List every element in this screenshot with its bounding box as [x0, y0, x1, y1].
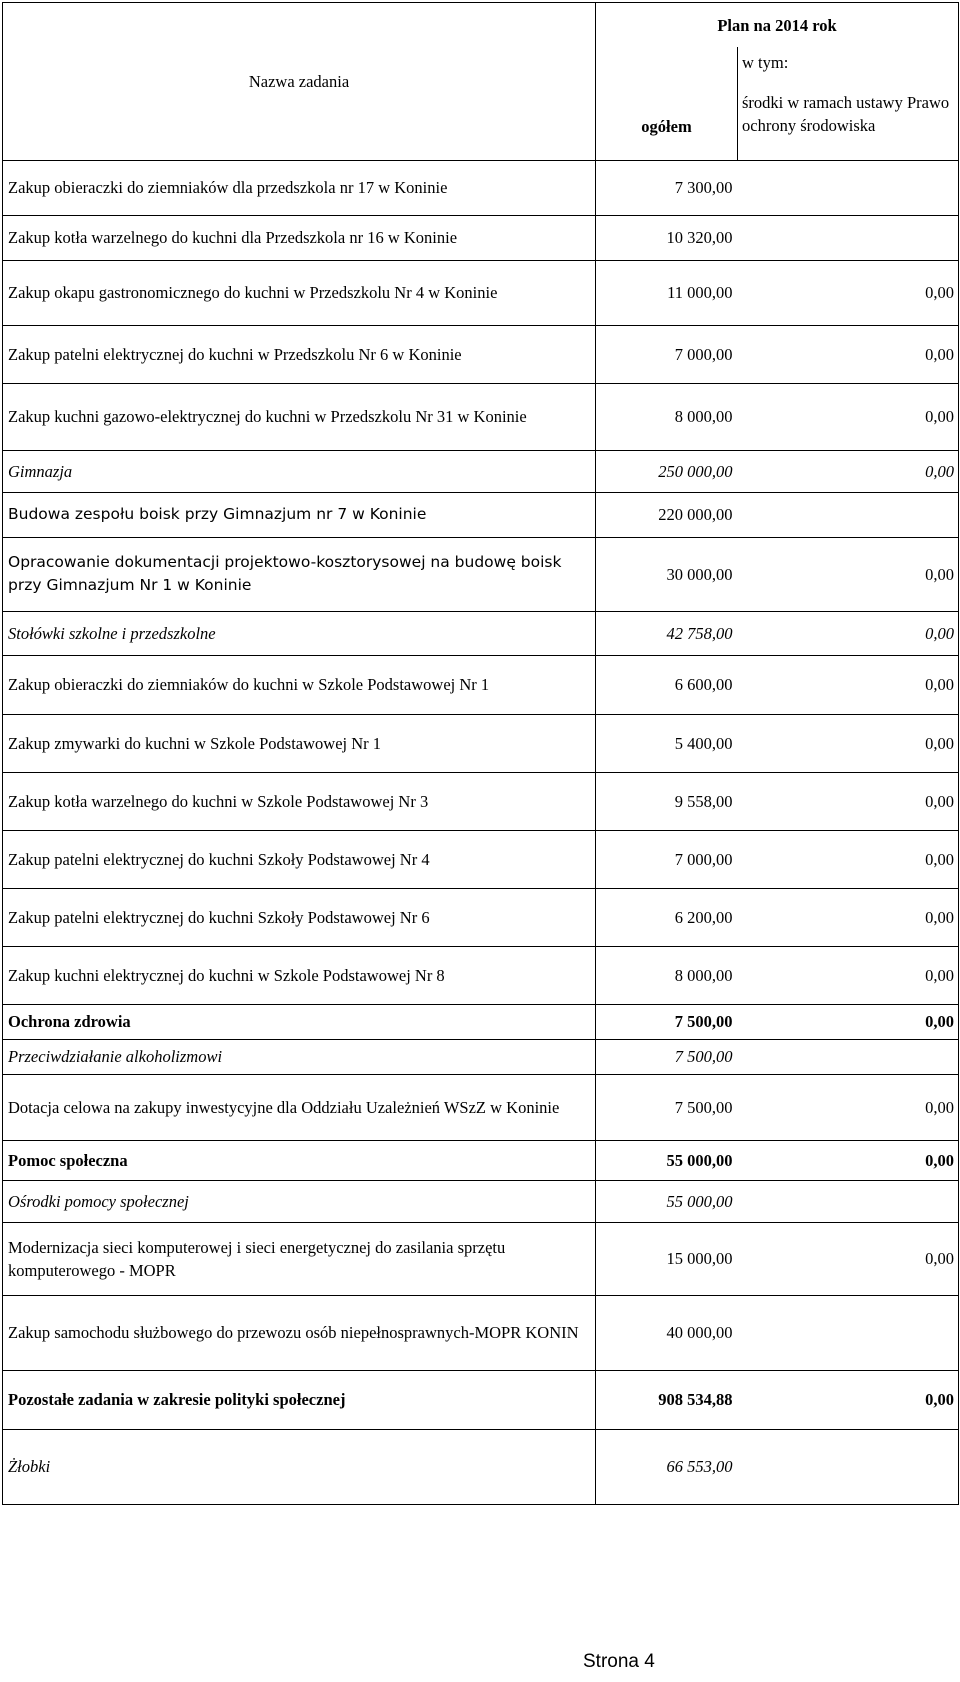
- table-row: [3, 888, 959, 946]
- table-row: [3, 946, 959, 1004]
- task-name: Zakup patelni elektrycznej do kuchni Szkoły Podstawowej Nr 6: [3, 888, 596, 946]
- task-total: 40 000,00: [596, 1295, 738, 1370]
- task-name: Budowa zespołu boisk przy Gimnazjum nr 7 w Koninie: [3, 492, 596, 537]
- section-total: 908 534,88: [596, 1370, 738, 1429]
- table-row-section: [3, 1370, 959, 1429]
- section-name: Ochrona zdrowia: [3, 1004, 596, 1039]
- task-funds: [738, 1295, 959, 1370]
- task-funds: 0,00: [738, 946, 959, 1004]
- table-row: [3, 772, 959, 830]
- task-name: Zakup obieraczki do ziemniaków dla przedszkola nr 17 w Koninie: [3, 160, 596, 215]
- task-total: 6 600,00: [596, 655, 738, 714]
- table-row: [3, 325, 959, 383]
- task-total: 11 000,00: [596, 260, 738, 325]
- section-total: 7 500,00: [596, 1004, 738, 1039]
- task-name: Zakup patelni elektrycznej do kuchni w Przedszkolu Nr 6 w Koninie: [3, 325, 596, 383]
- table-row: [3, 1222, 959, 1295]
- task-name: Zakup patelni elektrycznej do kuchni Szkoły Podstawowej Nr 4: [3, 830, 596, 888]
- task-funds: 0,00: [738, 383, 959, 450]
- table-row: [3, 1295, 959, 1370]
- task-name: Zakup samochodu służbowego do przewozu osób niepełnosprawnych-MOPR KONIN: [3, 1295, 596, 1370]
- task-name: Zakup kotła warzelnego do kuchni w Szkole Podstawowej Nr 3: [3, 772, 596, 830]
- section-total: 7 500,00: [596, 1039, 738, 1074]
- table-row-section: [3, 1429, 959, 1504]
- task-funds: 0,00: [738, 325, 959, 383]
- header-row-1: [3, 3, 959, 48]
- table-row-section: [3, 1039, 959, 1074]
- table-row: [3, 655, 959, 714]
- table-row-section: [3, 450, 959, 492]
- section-funds: 0,00: [738, 1004, 959, 1039]
- column-header-funds: środki w ramach ustawy Prawo ochrony środowiska: [738, 74, 959, 160]
- task-total: 6 200,00: [596, 888, 738, 946]
- section-name: Żłobki: [3, 1429, 596, 1504]
- table-row: [3, 492, 959, 537]
- task-funds: 0,00: [738, 888, 959, 946]
- section-name: Pomoc społeczna: [3, 1140, 596, 1180]
- task-funds: [738, 492, 959, 537]
- task-funds: [738, 215, 959, 260]
- task-total: 30 000,00: [596, 537, 738, 611]
- task-name: Opracowanie dokumentacji projektowo-kosztorysowej na budowę boisk przy Gimnazjum Nr 1 w Koninie: [3, 537, 596, 611]
- section-total: 250 000,00: [596, 450, 738, 492]
- table-row-section: [3, 1140, 959, 1180]
- task-name: Zakup kuchni gazowo-elektrycznej do kuchni w Przedszkolu Nr 31 w Koninie: [3, 383, 596, 450]
- section-funds: 0,00: [738, 1140, 959, 1180]
- task-total: 10 320,00: [596, 215, 738, 260]
- table-row-section: [3, 1004, 959, 1039]
- task-total: 15 000,00: [596, 1222, 738, 1295]
- section-funds: 0,00: [738, 450, 959, 492]
- table-row: [3, 714, 959, 772]
- section-funds: [738, 1429, 959, 1504]
- section-name: Gimnazja: [3, 450, 596, 492]
- section-funds: 0,00: [738, 1370, 959, 1429]
- section-name: Pozostałe zadania w zakresie polityki społecznej: [3, 1370, 596, 1429]
- table-row-section: [3, 1180, 959, 1222]
- table-row: [3, 537, 959, 611]
- task-name: Zakup obieraczki do ziemniaków do kuchni w Szkole Podstawowej Nr 1: [3, 655, 596, 714]
- task-total: 5 400,00: [596, 714, 738, 772]
- section-name: Przeciwdziałanie alkoholizmowi: [3, 1039, 596, 1074]
- task-name: Zakup kotła warzelnego do kuchni dla Przedszkola nr 16 w Koninie: [3, 215, 596, 260]
- section-total: 66 553,00: [596, 1429, 738, 1504]
- task-total: 7 300,00: [596, 160, 738, 215]
- task-name: Zakup kuchni elektrycznej do kuchni w Szkole Podstawowej Nr 8: [3, 946, 596, 1004]
- task-funds: 0,00: [738, 655, 959, 714]
- table-row: [3, 260, 959, 325]
- column-header-total: ogółem: [596, 47, 738, 160]
- task-total: 8 000,00: [596, 946, 738, 1004]
- section-name: Stołówki szkolne i przedszkolne: [3, 611, 596, 655]
- task-name: Modernizacja sieci komputerowej i sieci energetycznej do zasilania sprzętu komputerowego - MOPR: [3, 1222, 596, 1295]
- task-total: 7 000,00: [596, 830, 738, 888]
- table-row: [3, 160, 959, 215]
- plan-title: Plan na 2014 rok: [596, 3, 959, 48]
- task-funds: 0,00: [738, 260, 959, 325]
- section-total: 42 758,00: [596, 611, 738, 655]
- section-name: Ośrodki pomocy społecznej: [3, 1180, 596, 1222]
- section-funds: [738, 1039, 959, 1074]
- table-row: [3, 215, 959, 260]
- table-row-section: [3, 611, 959, 655]
- task-total: 7 500,00: [596, 1074, 738, 1140]
- task-total: 9 558,00: [596, 772, 738, 830]
- task-name: Zakup zmywarki do kuchni w Szkole Podstawowej Nr 1: [3, 714, 596, 772]
- section-funds: 0,00: [738, 611, 959, 655]
- budget-table: [2, 2, 959, 1505]
- section-funds: [738, 1180, 959, 1222]
- task-name: Dotacja celowa na zakupy inwestycyjne dla Oddziału Uzależnień WSzZ w Koninie: [3, 1074, 596, 1140]
- task-funds: 0,00: [738, 772, 959, 830]
- task-funds: 0,00: [738, 1222, 959, 1295]
- task-funds: 0,00: [738, 830, 959, 888]
- page-number: Strona 4: [583, 1651, 655, 1672]
- table-row: [3, 1074, 959, 1140]
- task-name: Zakup okapu gastronomicznego do kuchni w Przedszkolu Nr 4 w Koninie: [3, 260, 596, 325]
- column-header-name: Nazwa zadania: [3, 3, 596, 161]
- section-total: 55 000,00: [596, 1140, 738, 1180]
- task-funds: 0,00: [738, 537, 959, 611]
- task-total: 7 000,00: [596, 325, 738, 383]
- task-total: 220 000,00: [596, 492, 738, 537]
- table-row: [3, 830, 959, 888]
- column-header-in-that: w tym:: [738, 47, 959, 74]
- section-total: 55 000,00: [596, 1180, 738, 1222]
- task-funds: [738, 160, 959, 215]
- task-funds: 0,00: [738, 1074, 959, 1140]
- task-total: 8 000,00: [596, 383, 738, 450]
- table-row: [3, 383, 959, 450]
- task-funds: 0,00: [738, 714, 959, 772]
